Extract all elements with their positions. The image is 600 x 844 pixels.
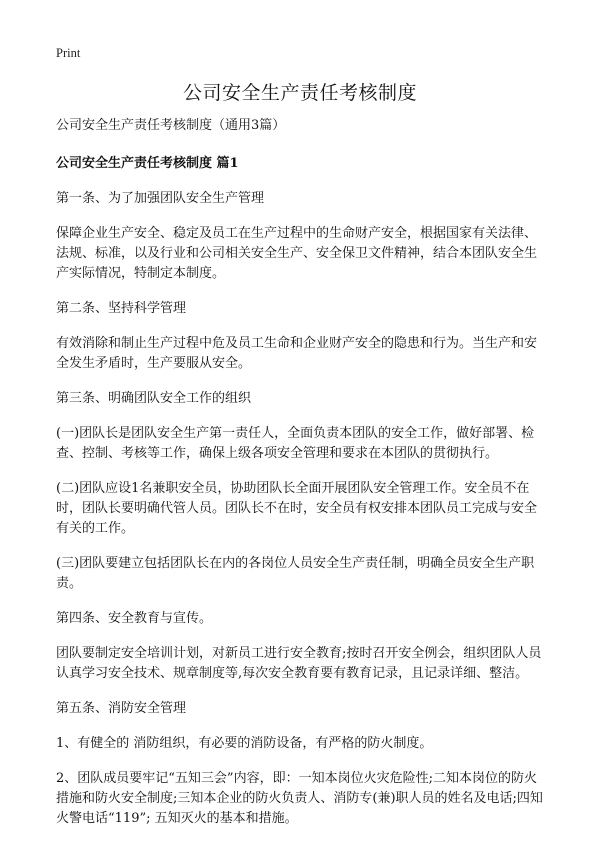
article-1-text: 保障企业生产安全、稳定及员工在生产过程中的生命财产安全，根据国家有关法律、法规、标准，以及行业和公司相关安全生产、安全保卫文件精神，结合本团队安全生产实际情况，特制定本制度。 (56, 226, 538, 281)
article-2-heading: 第二条、坚持科学管理 (56, 301, 187, 316)
article-3-item-3: (三)团队要建立包括团队长在内的各岗位人员安全生产责任制，明确全员安全生产职责。 (56, 556, 535, 591)
article-2-text: 有效消除和制止生产过程中危及员工生命和企业财产安全的隐患和行为。当生产和安全发生矛盾时，生产要服从安全。 (56, 336, 538, 371)
print-link[interactable]: Print (56, 46, 81, 60)
article-4-text: 团队要制定安全培训计划，对新员工进行安全教育;按时召开安全例会，组织团队人员认真学习安全技术、规章制度等,每次安全教育要有教育记录，且记录详细、整洁。 (56, 646, 542, 681)
document-body (56, 116, 548, 844)
article-3-item-2: (二)团队应设1名兼职安全员，协助团队长全面开展团队安全管理工作。安全员不在时，团队长要明确代管人员。团队长不在时，安全员有权安排本团队员工完成与安全有关的工作。 (56, 481, 538, 536)
article-5-heading: 第五条、消防安全管理 (56, 701, 187, 716)
document-title: 公司安全生产责任考核制度 (182, 82, 417, 104)
section-heading: 公司安全生产责任考核制度 篇1 (56, 156, 239, 171)
article-5-item-2: 2、团队成员要牢记“五知三会”内容，即：一知本岗位火灾危险性;二知本岗位的防火措施和防火安全制度;三知本企业的防火负责人、消防专(兼)职人员的姓名及电话;四知火警电话“119”; 五知灭火的基本和措施。 (56, 771, 543, 826)
article-5-item-1: 1、有健全的 消防组织，有必要的消防设备，有严格的防火制度。 (56, 736, 433, 751)
article-3-item-1: (一)团队长是团队安全生产第一责任人，全面负责本团队的安全工作，做好部署、检查、控制、考核等工作，确保上级各项安全管理和要求在本团队的贯彻执行。 (56, 426, 535, 461)
article-4-heading: 第四条、安全教育与宣传。 (56, 611, 213, 626)
article-3-heading: 第三条、明确团队安全工作的组织 (56, 391, 252, 406)
article-1-heading: 第一条、为了加强团队安全生产管理 (56, 191, 265, 206)
document-subtitle: 公司安全生产责任考核制度（通用3篇） (56, 118, 286, 133)
